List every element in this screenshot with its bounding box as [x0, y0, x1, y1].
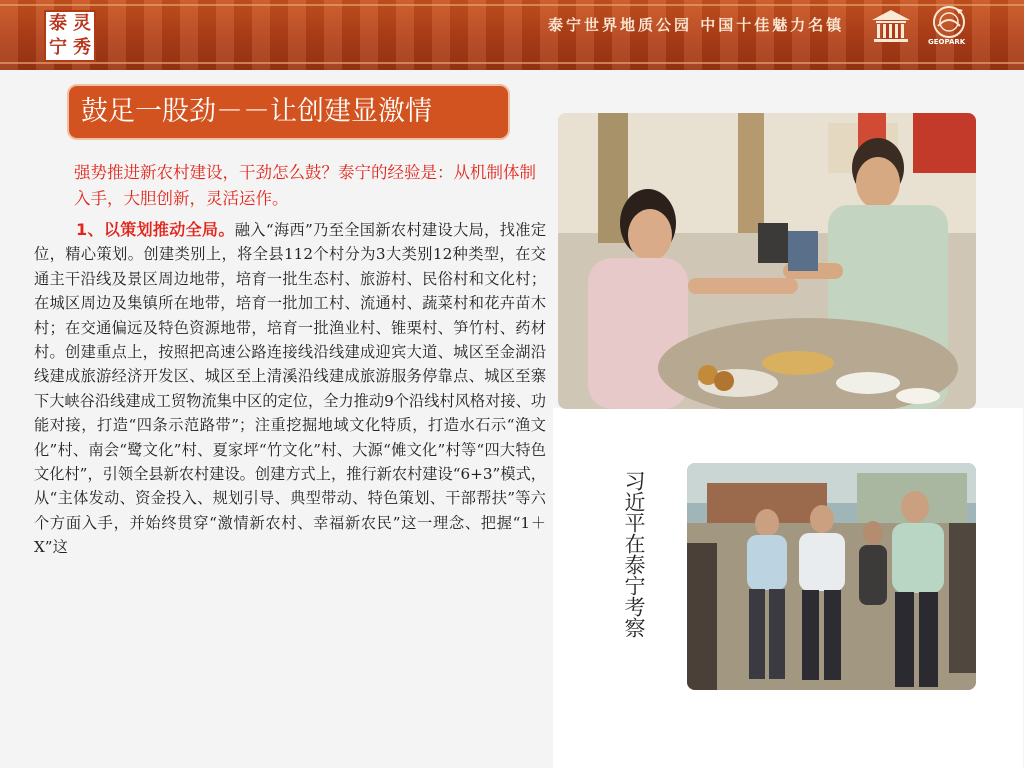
body-text: 融入“海西”乃至全国新农村建设大局，找准定位，精心策划。创建类别上，将全县112个村分为3大类别12种类型，在交通主干沿线及景区周边地带，培育一批生态村、旅游村、民俗村和文化村；在城区周边及集镇所在地带，培育一批加工村、流通村、蔬菜村和花卉苗木村；在交通偏远及特色资源地带，培育一批渔业村、锥栗村、笋竹村、药材村。创建重点上，按照把高速公路连接线沿线建成迎宾大道、城区至金湖沿线建成旅游经济开发区、城区至上清溪沿线建成旅游服务停靠点、城区至寨下大峡谷沿线建成工贸物流集中区的定位，全力推动9个沿线村风格对接、功能对接，打造“四条示范路带”；注重挖掘地域文化特质，打造水石示“渔文化”村、南会“鹭文化”村、夏家坪“竹文化”村、大源“傩文化”村等“四大特色文化村”，引领全县新农村建设。创建方式上，推行新农村建设“6+3”模式，从“主体发动、资金投入、规划引导、典型带动、特色策划、干部帮扶”等六个方面入手，并始终贯穿“激情新农村、幸福新农民”这一理念、把握“1＋X”这: [34, 221, 547, 557]
intro-text: 强势推进新农村建设，干劲怎么鼓？泰宁的经验是：从机制体制入手，大胆创新，灵活运作。: [74, 163, 536, 208]
decorative-stripe: [0, 4, 1024, 6]
body-paragraph: [34, 218, 546, 560]
section-heading: 1、以策划推动全局。: [76, 220, 235, 239]
logo-char: 宁: [49, 37, 67, 58]
logo-char: 泰: [49, 13, 67, 34]
white-panel: [553, 688, 1003, 768]
logo-char: 灵: [73, 13, 91, 34]
photo-visit-market: [558, 113, 976, 409]
photo-village-tour: [687, 463, 976, 690]
slide-title: 鼓足一股劲－－让创建显激情: [67, 84, 510, 140]
header-banner: [0, 0, 1024, 70]
unesco-icon: [870, 8, 912, 44]
geopark-label: GEOPARK: [928, 38, 966, 46]
photo-caption: 习近平在泰宁考察: [622, 470, 646, 638]
logo-char: 秀: [73, 37, 91, 58]
decorative-stripe: [0, 62, 1024, 64]
header-title: 泰宁世界地质公园 中国十佳魅力名镇: [548, 16, 845, 34]
taining-logo: [44, 10, 96, 62]
intro-paragraph: [32, 160, 542, 212]
